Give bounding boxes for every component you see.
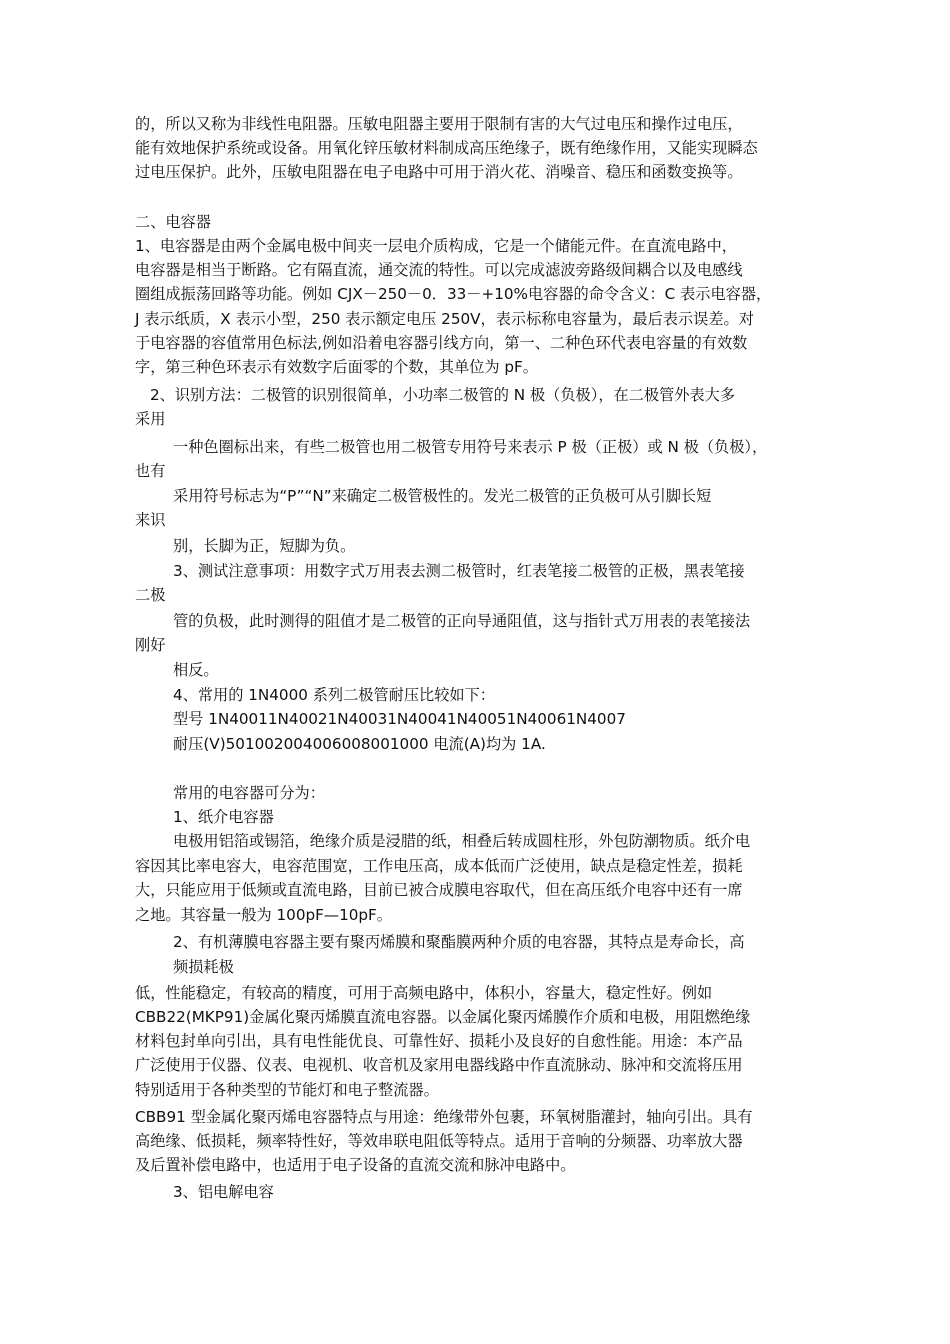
section-heading: 二、电容器 [135, 213, 211, 231]
text-line: 别，长脚为正，短脚为负。 [173, 537, 356, 555]
text-line: 广泛使用于仪器、仪表、电视机、收音机及家用电器线路中作直流脉动、脉冲和交流将压用 [135, 1056, 743, 1074]
text-line: 刚好 [135, 636, 166, 654]
text-line: 特别适用于各种类型的节能灯和电子整流器。 [135, 1081, 439, 1099]
text-line: 能有效地保护系统或设备。用氧化锌压敏材料制成高压绝缘子，既有绝缘作用，又能实现瞬态 [135, 139, 758, 157]
text-line: 4、常用的 1N4000 系列二极管耐压比较如下： [173, 686, 495, 704]
text-line: 2、识别方法：二极管的识别很简单，小功率二极管的 N 极（负极），在二极管外表大多 [150, 386, 736, 404]
text-line: 型号 1N40011N40021N40031N40041N40051N40061N4007 [173, 710, 626, 728]
text-line: 的，所以又称为非线性电阻器。压敏电阻器主要用于限制有害的大气过电压和操作过电压， [135, 115, 743, 133]
text-line: CBB22(MKP91)金属化聚丙烯膜直流电容器。以金属化聚丙烯膜作介质和电极，用阻燃绝缘 [135, 1008, 751, 1026]
text-line: 1、电容器是由两个金属电极中间夹一层电介质构成，它是一个储能元件。在直流电路中， [135, 237, 737, 255]
text-line: 频损耗极 [173, 958, 234, 976]
text-line: 1、纸介电容器 [173, 808, 274, 826]
text-line: 采用 [135, 410, 166, 428]
text-line: 于电容器的容值常用色标法,例如沿着电容器引线方向，第一、二种色环代表电容量的有效数 [135, 334, 748, 352]
text-line: 3、铝电解电容 [173, 1183, 274, 1201]
text-line: 及后置补偿电路中，也适用于电子设备的直流交流和脉冲电路中。 [135, 1156, 576, 1174]
text-line: 字，第三种色环表示有效数字后面零的个数，其单位为 pF。 [135, 358, 538, 376]
text-line: 管的负极，此时测得的阻值才是二极管的正向导通阻值，这与指针式万用表的表笔接法 [173, 612, 751, 630]
text-line: 之地。其容量一般为 100pF—10pF。 [135, 906, 392, 924]
text-line: CBB91 型金属化聚丙烯电容器特点与用途：绝缘带外包裹，环氧树脂灌封，轴向引出。具有 [135, 1108, 753, 1126]
text-line: 容因其比率电容大，电容范围宽，工作电压高，成本低而广泛使用，缺点是稳定性差，损耗 [135, 857, 743, 875]
text-line: 3、测试注意事项：用数字式万用表去测二极管时，红表笔接二极管的正极，黑表笔接 [173, 562, 745, 580]
text-line: 过电压保护。此外，压敏电阻器在电子电路中可用于消火花、消噪音、稳压和函数变换等。 [135, 163, 743, 181]
text-line: 相反。 [173, 661, 219, 679]
text-line: 二极 [135, 586, 166, 604]
text-line: 耐压(V)501002004006008001000 电流(A)均为 1A. [173, 735, 546, 753]
text-line: 也有 [135, 462, 166, 480]
text-line: J 表示纸质，X 表示小型，250 表示额定电压 250V，表示标称电容量为，最后表示误差。对 [135, 310, 754, 328]
text-line: 2、有机薄膜电容器主要有聚丙烯膜和聚酯膜两种介质的电容器，其特点是寿命长，高 [173, 933, 745, 951]
text-line: 材料包封单向引出，具有电性能优良、可靠性好、损耗小及良好的自愈性能。用途：本产品 [135, 1032, 743, 1050]
text-line: 电极用铝箔或锡箔，绝缘介质是浸腊的纸，相叠后转成圆柱形，外包防潮物质。纸介电 [173, 832, 751, 850]
text-line: 大，只能应用于低频或直流电路，目前已被合成膜电容取代，但在高压纸介电容中还有一席 [135, 881, 743, 899]
text-line: 常用的电容器可分为： [173, 784, 325, 802]
text-line: 来识 [135, 511, 166, 529]
text-line: 圈组成振荡回路等功能。例如 CJX－250－0．33－+10%电容器的命令含义：C 表示电容器， [135, 285, 772, 303]
text-line: 一种色圈标出来，有些二极管也用二极管专用符号来表示 P 极（正极）或 N 极（负极）， [173, 438, 768, 456]
text-line: 电容器是相当于断路。它有隔直流，通交流的特性。可以完成滤波旁路级间耦合以及电感线 [135, 261, 743, 279]
text-line: 采用符号标志为“P”“N”来确定二极管极性的。发光二极管的正负极可从引脚长短 [173, 487, 712, 505]
text-line: 低，性能稳定，有较高的精度，可用于高频电路中，体积小，容量大，稳定性好。例如 [135, 984, 713, 1002]
text-line: 高绝缘、低损耗，频率特性好，等效串联电阻低等特点。适用于音响的分频器、功率放大器 [135, 1132, 743, 1150]
